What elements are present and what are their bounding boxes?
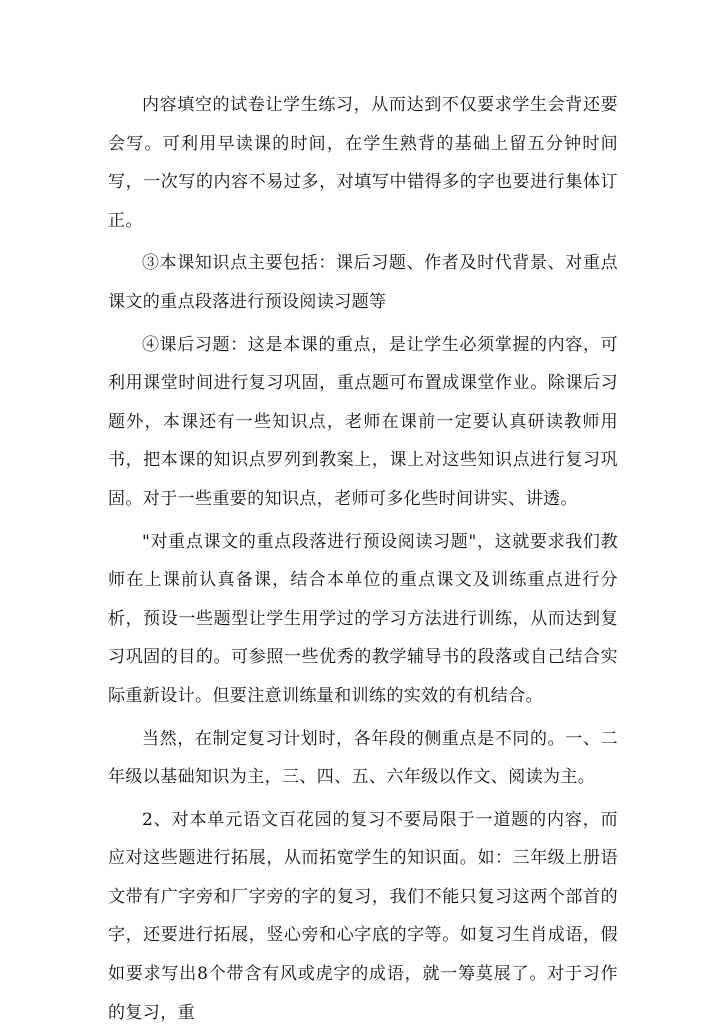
paragraph-5: 当然，在制定复习计划时，各年段的侧重点是不同的。一、二年级以基础知识为主，三、四、五、六年级以作文、阅读为主。 (108, 728, 618, 788)
paragraph-1: 内容填空的试卷让学生练习，从而达到不仅要求学生会背还要会写。可利用早读课的时间，在学生熟背的基础上留五分钟时间写，一次写的内容不易过多，对填写中错得多的字也要进行集体订正。 (108, 95, 618, 231)
paragraph-2: ③本课知识点主要包括：课后习题、作者及时代背景、对重点课文的重点段落进行预设阅读习题等 (108, 253, 618, 312)
paragraph-4: "对重点课文的重点段落进行预设阅读习题"，这就要求我们教师在上课前认真备课，结合本单位的重点课文及训练重点进行分析，预设一些题型让学生用学过的学习方法进行训练，从而达到复习巩固的目的。可参照一些优秀的教学辅导书的段落或自己结合实际重新设计。但要注意训练量和训练的实效的有机结合。 (108, 531, 618, 706)
paragraph-3: ④课后习题：这是本课的重点，是让学生必须掌握的内容，可利用课堂时间进行复习巩固，重点题可布置成课堂作业。除课后习题外，本课还有一些知识点，老师在课前一定要认真研读教师用书，把本课的知识点罗列到教案上，课上对这些知识点进行复习巩固。对于一些重要的知识点，老师可多化些时间讲实、讲透。 (108, 334, 618, 509)
document-page (108, 86, 618, 1036)
paragraph-6: 2、对本单元语文百花园的复习不要局限于一道题的内容，而应对这些题进行拓展，从而拓宽学生的知识面。如：三年级上册语文带有广字旁和厂字旁的字的复习，我们不能只复习这两个部首的字，还要进行拓展，竖心旁和心字底的字等。如复习生肖成语，假如要求写出8个带含有风或虎字的成语，就一筹莫展了。对于习作的复习，重 (108, 809, 618, 1023)
